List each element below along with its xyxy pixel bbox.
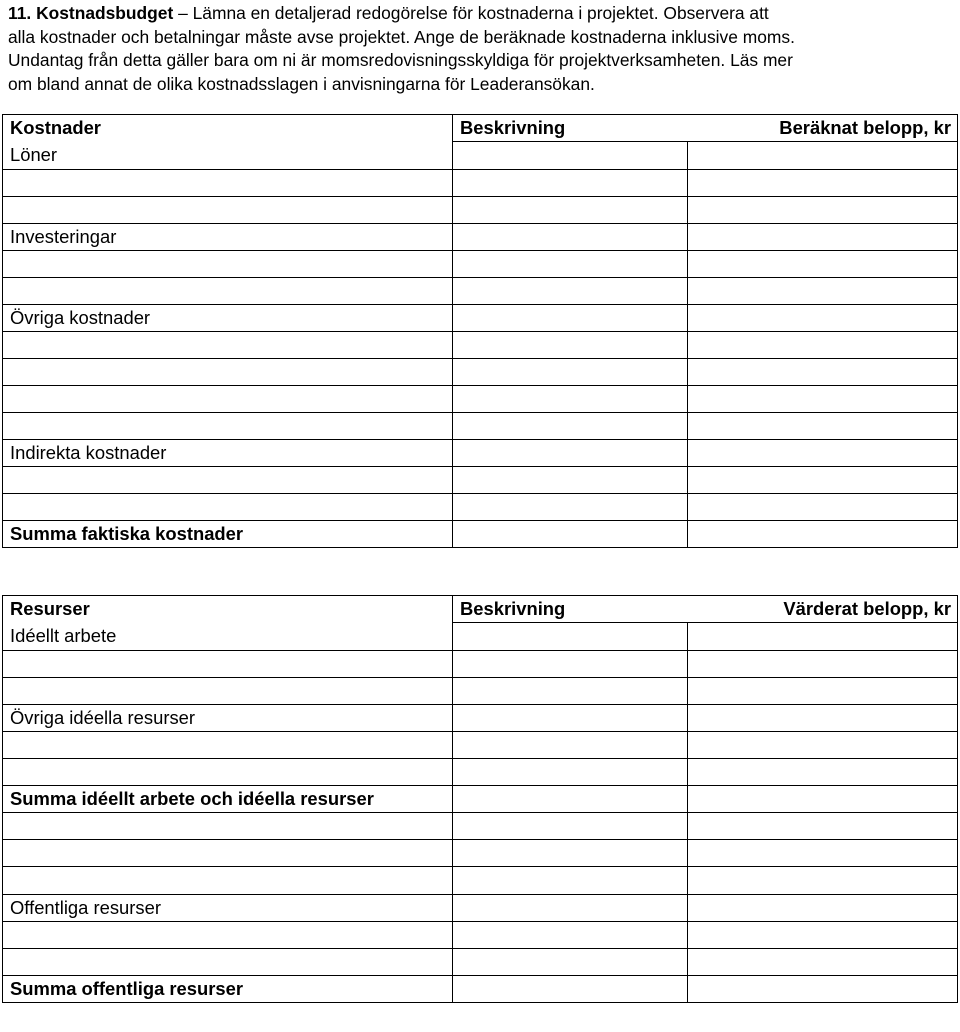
- table-row: [3, 224, 958, 251]
- cost-item-cell[interactable]: [3, 332, 453, 359]
- total-row: [3, 976, 958, 1003]
- table-row: [3, 170, 958, 197]
- table-row: [3, 467, 958, 494]
- cost-item-cell[interactable]: [3, 170, 453, 197]
- section-heading: Kostnadsbudget: [36, 3, 174, 23]
- intro-line-4: om bland annat de olika kostnadsslagen i anvisningarna för Leaderansökan.: [8, 73, 595, 94]
- amount-cell[interactable]: [687, 224, 958, 251]
- table-row: [3, 251, 958, 278]
- description-cell[interactable]: [453, 305, 688, 332]
- total-row: [3, 521, 958, 548]
- intro-line-2: alla kostnader och betalningar måste avse projektet. Ange de beräknade kostnaderna inklusive moms.: [8, 26, 795, 47]
- amount-cell[interactable]: [687, 197, 958, 224]
- section-number: 11.: [8, 3, 32, 23]
- table-row: [3, 278, 958, 305]
- resources-table: [2, 595, 958, 1003]
- amount-cell[interactable]: [687, 895, 958, 922]
- row-label-idealt-arbete: Idéellt arbete: [3, 623, 453, 651]
- description-cell[interactable]: [453, 494, 688, 521]
- table-row: [3, 305, 958, 332]
- row-label-ovriga-kostnader: Övriga kostnader: [3, 305, 453, 332]
- header-beraknat-belopp: Beräknat belopp, kr: [687, 115, 958, 142]
- table-row: [3, 623, 958, 651]
- table-row: [3, 949, 958, 976]
- amount-cell[interactable]: [687, 359, 958, 386]
- cost-item-cell[interactable]: [3, 494, 453, 521]
- table-row: [3, 840, 958, 867]
- amount-cell[interactable]: [687, 305, 958, 332]
- resource-item-cell[interactable]: [3, 678, 453, 705]
- table-row: [3, 922, 958, 949]
- amount-cell[interactable]: [687, 949, 958, 976]
- description-cell[interactable]: [453, 786, 688, 813]
- amount-cell[interactable]: [687, 170, 958, 197]
- cost-budget-table: [2, 114, 958, 548]
- row-label-ovriga-ideella-resurser: Övriga idéella resurser: [3, 705, 453, 732]
- table-row: [3, 895, 958, 922]
- description-cell[interactable]: [453, 867, 688, 895]
- heading-dash: –: [173, 3, 193, 23]
- description-cell[interactable]: [453, 895, 688, 922]
- intro-text: [8, 2, 953, 96]
- total-amount-cell[interactable]: [687, 521, 958, 548]
- amount-cell[interactable]: [687, 332, 958, 359]
- description-cell[interactable]: [453, 922, 688, 949]
- description-cell[interactable]: [453, 440, 688, 467]
- description-cell[interactable]: [453, 386, 688, 413]
- cost-header-row: [3, 115, 958, 142]
- amount-cell[interactable]: [687, 623, 958, 651]
- description-cell[interactable]: [453, 623, 688, 651]
- amount-cell[interactable]: [687, 251, 958, 278]
- resources-header-row: [3, 596, 958, 623]
- cost-item-cell[interactable]: [3, 278, 453, 305]
- table-row: [3, 197, 958, 224]
- cost-item-cell[interactable]: [3, 197, 453, 224]
- table-row: [3, 386, 958, 413]
- amount-cell[interactable]: [687, 494, 958, 521]
- row-label-investeringar: Investeringar: [3, 224, 453, 251]
- table-row: [3, 759, 958, 786]
- description-cell[interactable]: [453, 840, 688, 867]
- amount-cell[interactable]: [687, 678, 958, 705]
- description-cell[interactable]: [453, 278, 688, 305]
- sum-ideal-label: Summa idéellt arbete och idéella resurser: [3, 786, 453, 813]
- amount-cell[interactable]: [687, 840, 958, 867]
- row-label-indirekta-kostnader: Indirekta kostnader: [3, 440, 453, 467]
- description-cell[interactable]: [453, 759, 688, 786]
- description-cell[interactable]: [453, 251, 688, 278]
- header-kostnader: Kostnader: [3, 115, 453, 142]
- description-cell[interactable]: [453, 976, 688, 1003]
- description-cell[interactable]: [453, 224, 688, 251]
- resource-item-cell[interactable]: [3, 949, 453, 976]
- resource-item-cell[interactable]: [3, 813, 453, 840]
- header-resurser: Resurser: [3, 596, 453, 623]
- description-cell[interactable]: [453, 521, 688, 548]
- description-cell[interactable]: [453, 413, 688, 440]
- amount-cell[interactable]: [687, 651, 958, 678]
- table-row: [3, 705, 958, 732]
- table-row: [3, 867, 958, 895]
- description-cell[interactable]: [453, 197, 688, 224]
- table-row: [3, 678, 958, 705]
- amount-cell[interactable]: [687, 732, 958, 759]
- resource-item-cell[interactable]: [3, 759, 453, 786]
- amount-cell[interactable]: [687, 467, 958, 494]
- amount-cell[interactable]: [687, 813, 958, 840]
- intro-line-3: Undantag från detta gäller bara om ni är momsredovisningsskyldiga för projektverksamheten. Läs mer: [8, 50, 793, 70]
- table-row: [3, 359, 958, 386]
- table-row: [3, 440, 958, 467]
- cost-item-cell[interactable]: [3, 359, 453, 386]
- amount-cell[interactable]: [687, 142, 958, 170]
- row-label-offentliga-resurser: Offentliga resurser: [3, 895, 453, 922]
- amount-cell[interactable]: [687, 386, 958, 413]
- amount-cell[interactable]: [687, 278, 958, 305]
- table-row: [3, 732, 958, 759]
- total-row: [3, 786, 958, 813]
- amount-cell[interactable]: [687, 922, 958, 949]
- description-cell[interactable]: [453, 359, 688, 386]
- resource-item-cell[interactable]: [3, 840, 453, 867]
- description-cell[interactable]: [453, 170, 688, 197]
- table-row: [3, 413, 958, 440]
- cost-item-cell[interactable]: [3, 413, 453, 440]
- description-cell[interactable]: [453, 705, 688, 732]
- description-cell[interactable]: [453, 651, 688, 678]
- header-varderat-belopp: Värderat belopp, kr: [687, 596, 958, 623]
- description-cell[interactable]: [453, 467, 688, 494]
- row-label-loner: Löner: [3, 142, 453, 170]
- amount-cell[interactable]: [687, 759, 958, 786]
- total-amount-cell[interactable]: [687, 786, 958, 813]
- description-cell[interactable]: [453, 678, 688, 705]
- table-row: [3, 332, 958, 359]
- description-cell[interactable]: [453, 949, 688, 976]
- amount-cell[interactable]: [687, 867, 958, 895]
- description-cell[interactable]: [453, 142, 688, 170]
- header-beskrivning: Beskrivning: [453, 596, 688, 623]
- cost-item-cell[interactable]: [3, 386, 453, 413]
- table-row: [3, 813, 958, 840]
- resource-item-cell[interactable]: [3, 732, 453, 759]
- amount-cell[interactable]: [687, 413, 958, 440]
- description-cell[interactable]: [453, 813, 688, 840]
- total-costs-label: Summa faktiska kostnader: [3, 521, 453, 548]
- table-row: [3, 651, 958, 678]
- resource-item-cell[interactable]: [3, 651, 453, 678]
- resource-item-cell[interactable]: [3, 867, 453, 895]
- intro-line-1: Lämna en detaljerad redogörelse för kostnaderna i projektet. Observera att: [192, 3, 769, 23]
- cost-item-cell[interactable]: [3, 467, 453, 494]
- total-amount-cell[interactable]: [687, 976, 958, 1003]
- sum-offentliga-label: Summa offentliga resurser: [3, 976, 453, 1003]
- description-cell[interactable]: [453, 332, 688, 359]
- amount-cell[interactable]: [687, 705, 958, 732]
- resource-item-cell[interactable]: [3, 922, 453, 949]
- description-cell[interactable]: [453, 732, 688, 759]
- header-beskrivning: Beskrivning: [453, 115, 688, 142]
- table-row: [3, 142, 958, 170]
- table-row: [3, 494, 958, 521]
- amount-cell[interactable]: [687, 440, 958, 467]
- cost-item-cell[interactable]: [3, 251, 453, 278]
